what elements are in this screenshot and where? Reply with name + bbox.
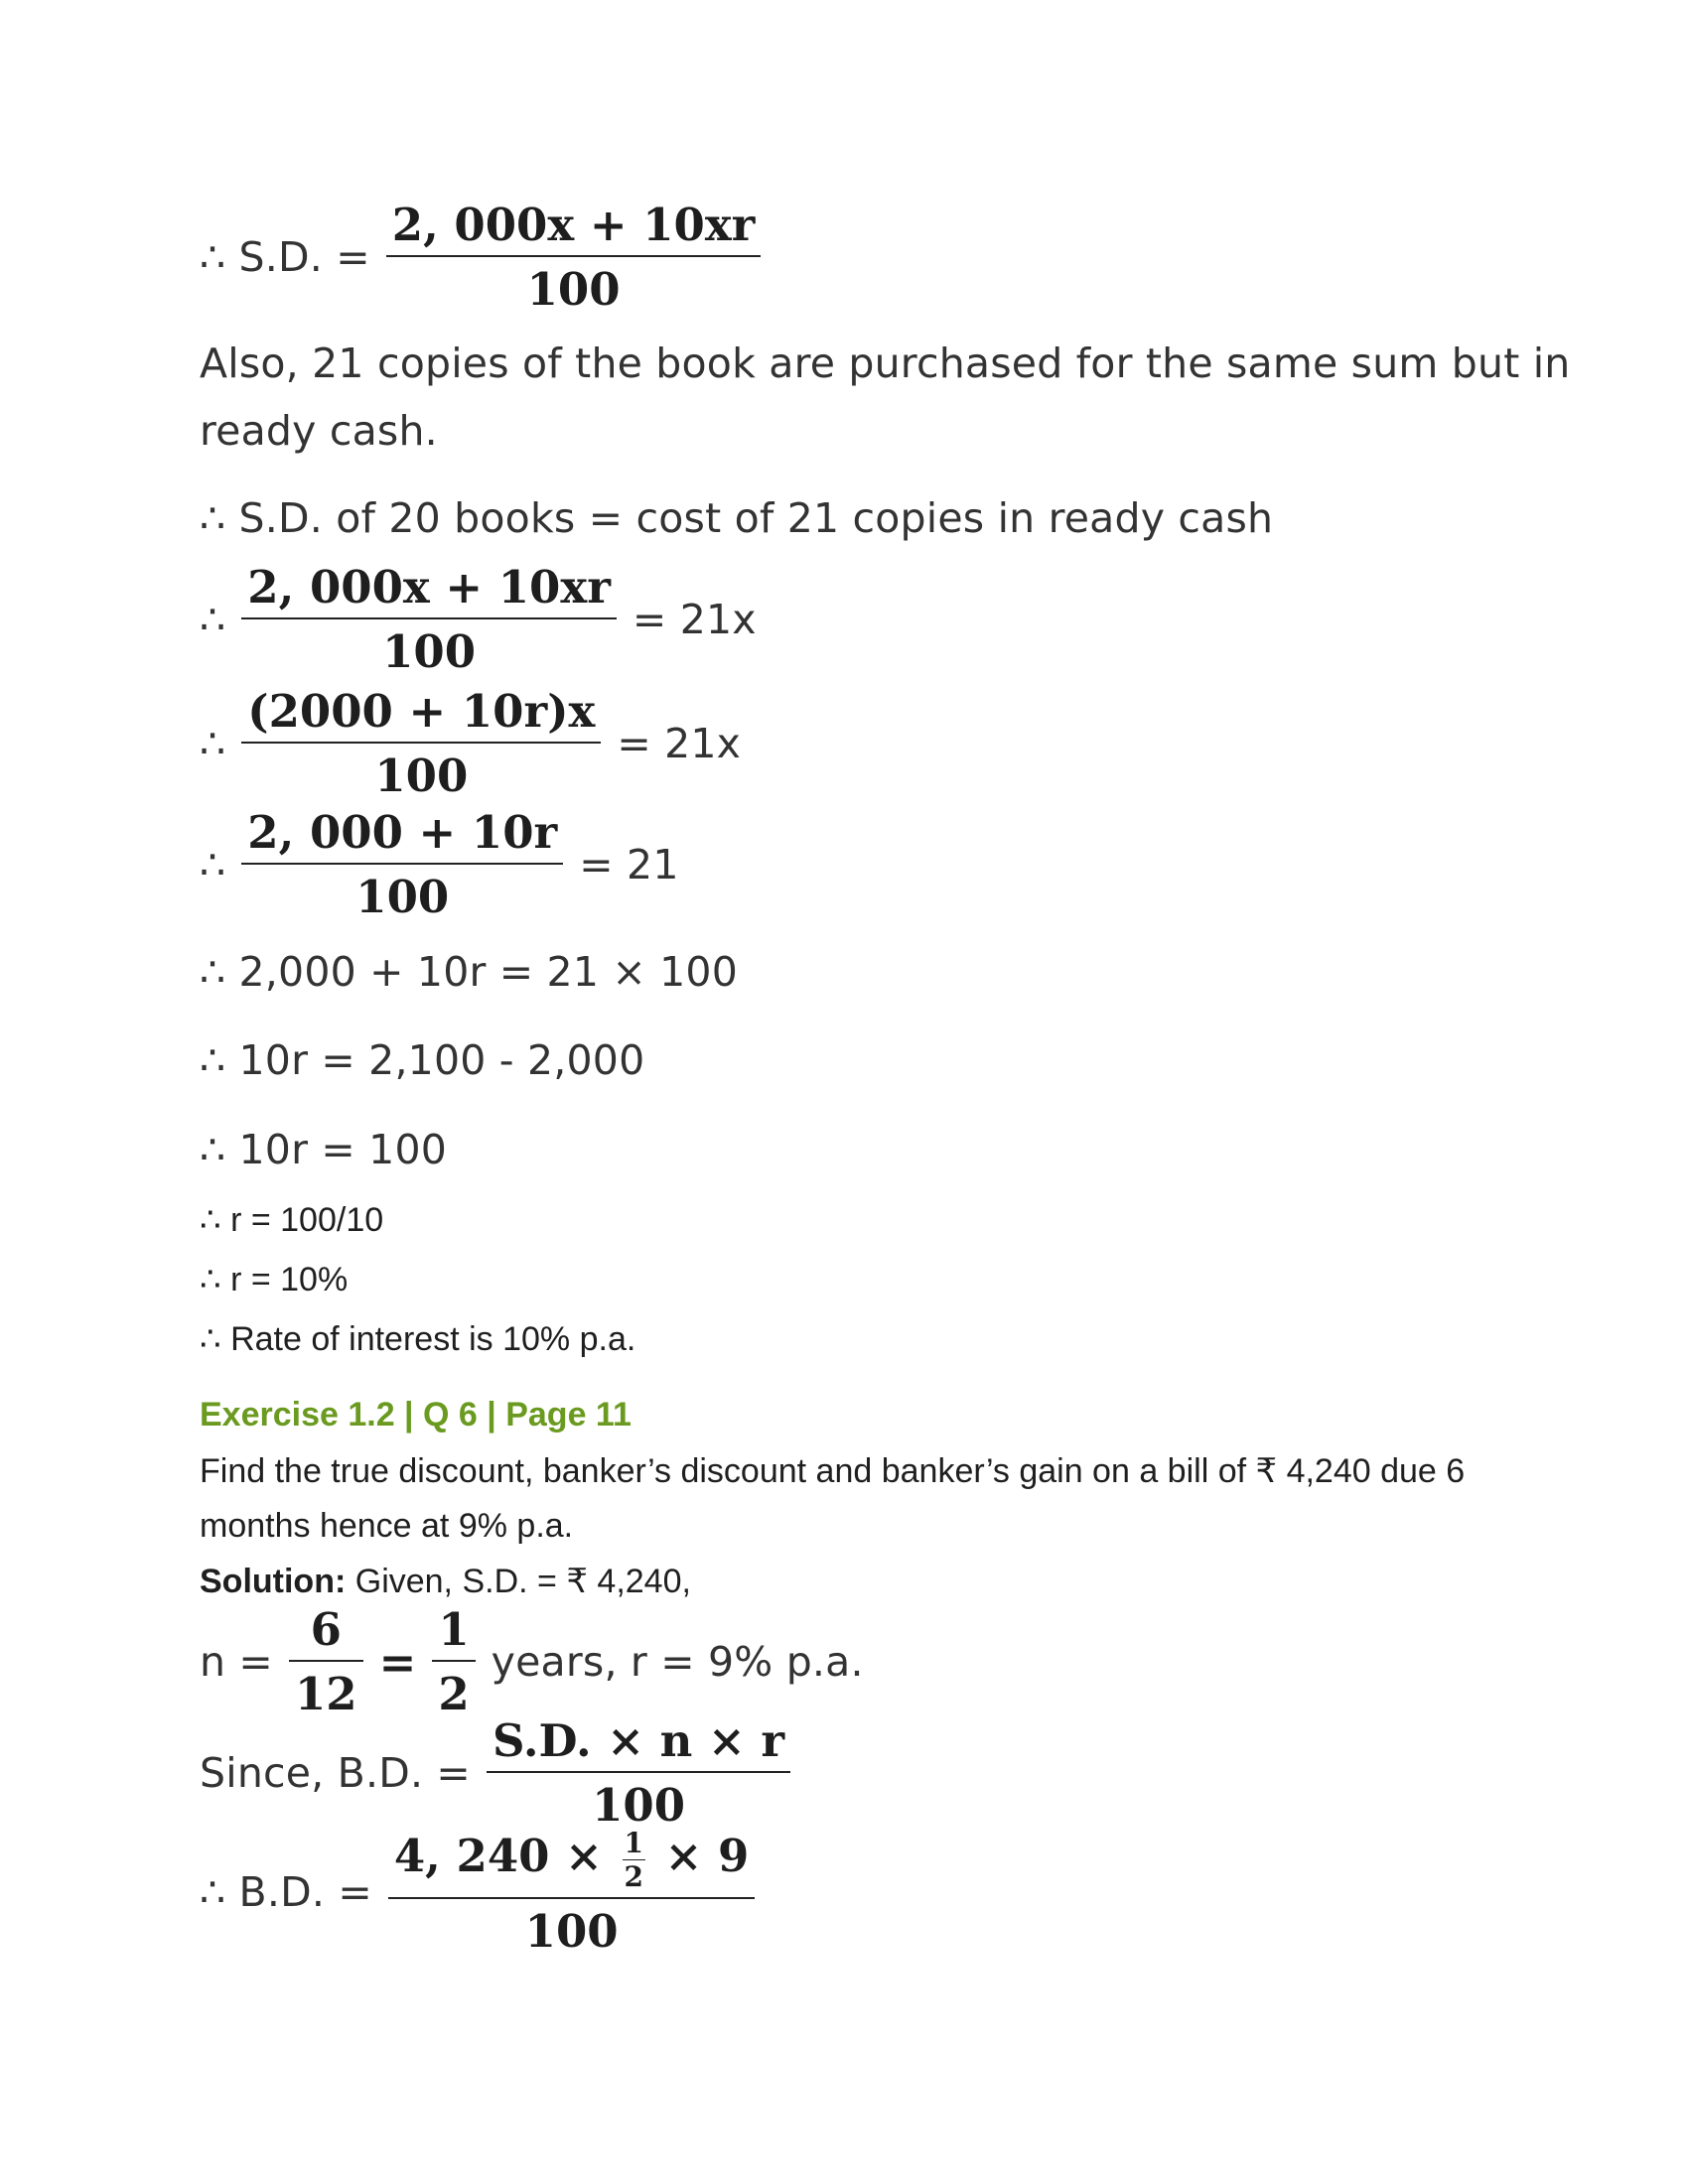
eq2-denominator: 100	[374, 750, 469, 802]
question-line-2: months hence at 9% p.a.	[200, 1507, 574, 1545]
n-fraction-2-denominator: 2	[438, 1668, 470, 1720]
conclusion-line: ∴ Rate of interest is 10% p.a.	[200, 1320, 636, 1358]
bd-formula	[200, 1714, 802, 1832]
question-line-1: Find the true discount, banker’s discount and banker’s gain on a bill of ₹ 4,240 due 6	[200, 1452, 1466, 1490]
bd-calc-num-part-a: 4, 240 ×	[393, 1830, 603, 1882]
since-label: Since, B.D. =	[200, 1749, 471, 1797]
sd-denominator: 100	[526, 263, 621, 316]
solution-label: Solution:	[200, 1563, 347, 1600]
equation-2	[200, 685, 741, 802]
n-fraction-1-numerator: 6	[289, 1603, 363, 1662]
n-fraction-1-denominator: 12	[294, 1668, 357, 1720]
eq2-fraction	[241, 685, 601, 802]
eq1-fraction	[241, 561, 617, 678]
eq1-denominator: 100	[382, 625, 477, 678]
sd-label: ∴ S.D. =	[200, 233, 370, 281]
equation-3	[200, 806, 679, 923]
sd-numerator: 2, 000x + 10xr	[386, 199, 762, 257]
bd-label: ∴ B.D. =	[200, 1868, 372, 1916]
solution-text: Given, S.D. = ₹ 4,240,	[346, 1563, 691, 1600]
therefore-symbol: ∴	[200, 841, 226, 888]
n-tail: years, r = 9% p.a.	[491, 1638, 864, 1686]
n-fraction-2	[432, 1603, 475, 1720]
bd-calc-numerator	[388, 1827, 755, 1899]
eq2-numerator: (2000 + 10r)x	[241, 685, 601, 744]
also-line-2: ready cash.	[200, 407, 438, 455]
also-line-1: Also, 21 copies of the book are purchased for the same sum but in	[200, 340, 1571, 387]
eq3-fraction	[241, 806, 563, 923]
eq2-rhs: = 21x	[617, 720, 742, 767]
solution-line	[200, 1562, 691, 1601]
sd-equation	[200, 199, 773, 316]
n-fraction-2-numerator: 1	[432, 1603, 475, 1662]
sd-fraction	[386, 199, 762, 316]
n-label: n =	[200, 1638, 273, 1686]
eq1-rhs: = 21x	[632, 596, 757, 643]
bd-calculation	[200, 1827, 767, 1958]
bd-formula-fraction	[487, 1714, 790, 1832]
bd-calc-denominator: 100	[524, 1905, 619, 1958]
n-equation	[200, 1603, 864, 1720]
equation-4: ∴ 2,000 + 10r = 21 × 100	[200, 948, 739, 996]
exercise-heading: Exercise 1.2 | Q 6 | Page 11	[200, 1396, 632, 1433]
therefore-symbol: ∴	[200, 596, 226, 643]
equation-7: ∴ r = 100/10	[200, 1201, 384, 1239]
bd-formula-numerator: S.D. × n × r	[487, 1714, 790, 1773]
therefore-symbol: ∴	[200, 720, 226, 767]
half-numerator: 1	[624, 1827, 643, 1859]
equation-6: ∴ 10r = 100	[200, 1126, 448, 1173]
n-equals: =	[378, 1635, 417, 1689]
sd-of-20-line: ∴ S.D. of 20 books = cost of 21 copies in ready cash	[200, 494, 1274, 542]
eq1-numerator: 2, 000x + 10xr	[241, 561, 617, 619]
equation-8: ∴ r = 10%	[200, 1261, 349, 1298]
eq3-rhs: = 21	[579, 841, 679, 888]
half-denominator: 2	[624, 1860, 643, 1893]
bd-calc-fraction	[388, 1827, 755, 1958]
half-fraction	[623, 1827, 645, 1893]
equation-5: ∴ 10r = 2,100 - 2,000	[200, 1036, 645, 1084]
equation-1	[200, 561, 757, 678]
eq3-denominator: 100	[355, 871, 450, 923]
n-fraction-1	[289, 1603, 363, 1720]
bd-calc-num-part-b: × 9	[664, 1830, 750, 1882]
eq3-numerator: 2, 000 + 10r	[241, 806, 563, 865]
bd-formula-denominator: 100	[592, 1779, 686, 1832]
